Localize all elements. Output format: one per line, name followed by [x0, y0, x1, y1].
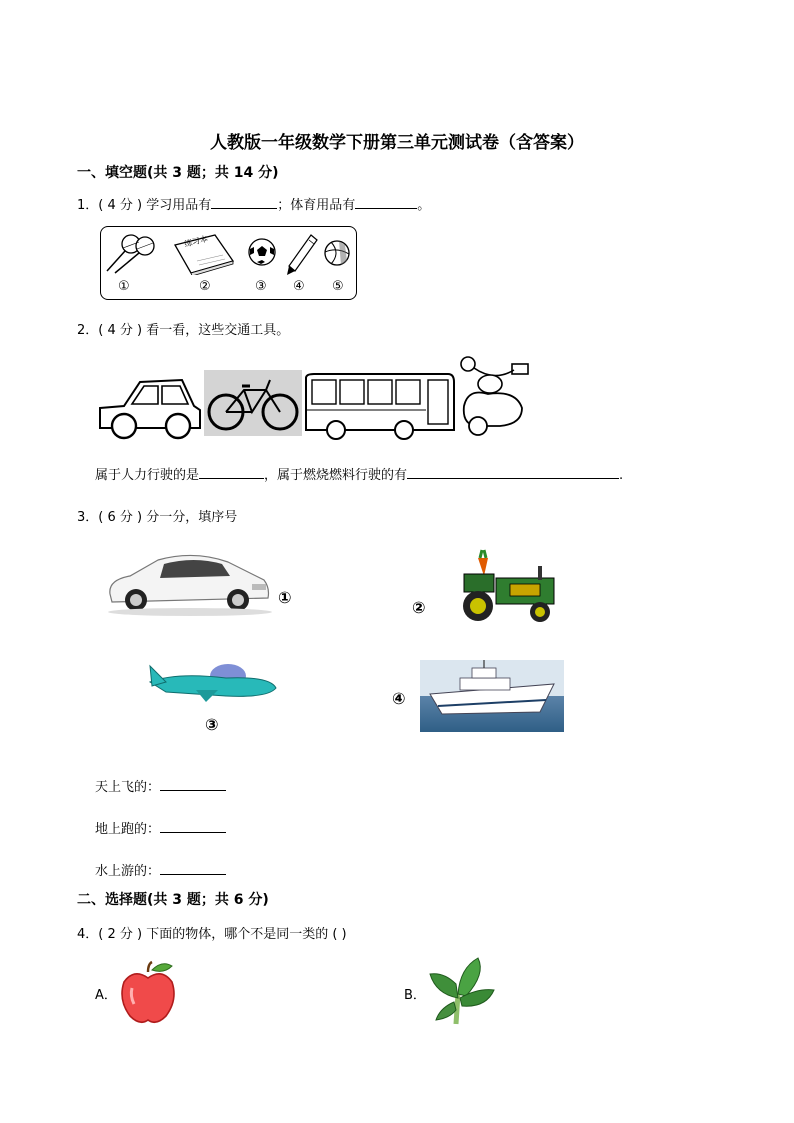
question-2-text: 2．( 4 分 ) 看一看，这些交通工具。	[77, 323, 290, 338]
blank-water[interactable]	[160, 862, 226, 875]
ship-icon	[420, 660, 564, 732]
white-car-image	[104, 548, 274, 618]
q3-water-label: 水上游的：	[95, 864, 161, 879]
scooter-icon	[454, 352, 532, 440]
q2-fill-c: .	[619, 468, 624, 483]
page-title: 人教版一年级数学下册第三单元测试卷（含答案）	[210, 133, 584, 153]
tractor-image	[446, 548, 558, 624]
blank-human-powered[interactable]	[199, 466, 264, 479]
section-multiple-choice: 二、选择题(共 3 题；共 6 分)	[77, 892, 269, 908]
section-fill-in: 一、填空题(共 3 题；共 14 分)	[77, 165, 279, 181]
soccer-ball-icon	[247, 237, 277, 267]
bicycle-image	[204, 370, 302, 436]
q3-water-row	[95, 860, 226, 879]
q3-label-1: ①	[278, 588, 292, 607]
badminton-rackets-icon	[101, 231, 161, 276]
blank-study-items[interactable]	[211, 196, 277, 209]
q2-fill-a: 属于人力行驶的是	[95, 468, 200, 483]
exercise-book-label: 练习本	[183, 234, 209, 249]
q2-fill-b: ，属于燃烧燃料行驶的有	[264, 468, 408, 483]
apple-icon	[118, 960, 180, 1026]
q3-label-4: ④	[392, 689, 406, 708]
option-a-label[interactable]: A．	[95, 988, 117, 1003]
q1-label-5: ⑤	[332, 279, 344, 294]
vegetable-icon	[426, 954, 498, 1028]
q1-label-3: ③	[255, 279, 267, 294]
question-1-text-c: 。	[417, 198, 431, 213]
bus-icon	[300, 372, 458, 442]
q1-label-1: ①	[118, 279, 130, 294]
blank-sky[interactable]	[160, 778, 226, 791]
q3-ground-row	[95, 818, 226, 837]
question-4-text: 4．( 2 分 ) 下面的物体，哪个不是同一类的 ( )	[77, 927, 347, 942]
question-1-text-b: ；体育用品有	[277, 198, 356, 213]
option-b-label[interactable]: B．	[404, 988, 426, 1003]
blank-sports-items[interactable]	[355, 196, 417, 209]
q3-label-2: ②	[412, 598, 426, 617]
pencil-icon	[285, 231, 321, 277]
question-1	[77, 194, 430, 213]
q3-sky-label: 天上飞的：	[95, 780, 161, 795]
q1-items-frame	[100, 226, 357, 300]
basketball-icon	[323, 239, 351, 267]
blank-ground[interactable]	[160, 820, 226, 833]
airplane-image	[146, 656, 280, 702]
q3-label-3: ③	[205, 715, 219, 734]
q1-label-4: ④	[293, 279, 305, 294]
blank-fuel-powered[interactable]	[407, 466, 619, 479]
ship-image	[420, 660, 564, 732]
question-1-text-a: 1．( 4 分 ) 学习用品有	[77, 198, 212, 213]
bicycle-icon	[204, 370, 302, 436]
q1-label-2: ②	[199, 279, 211, 294]
question-2-answer-line	[95, 464, 623, 483]
q3-sky-row	[95, 776, 226, 795]
q3-ground-label: 地上跑的：	[95, 822, 161, 837]
question-3-text: 3．( 6 分 ) 分一分，填序号	[77, 510, 238, 525]
car-icon	[96, 376, 204, 440]
